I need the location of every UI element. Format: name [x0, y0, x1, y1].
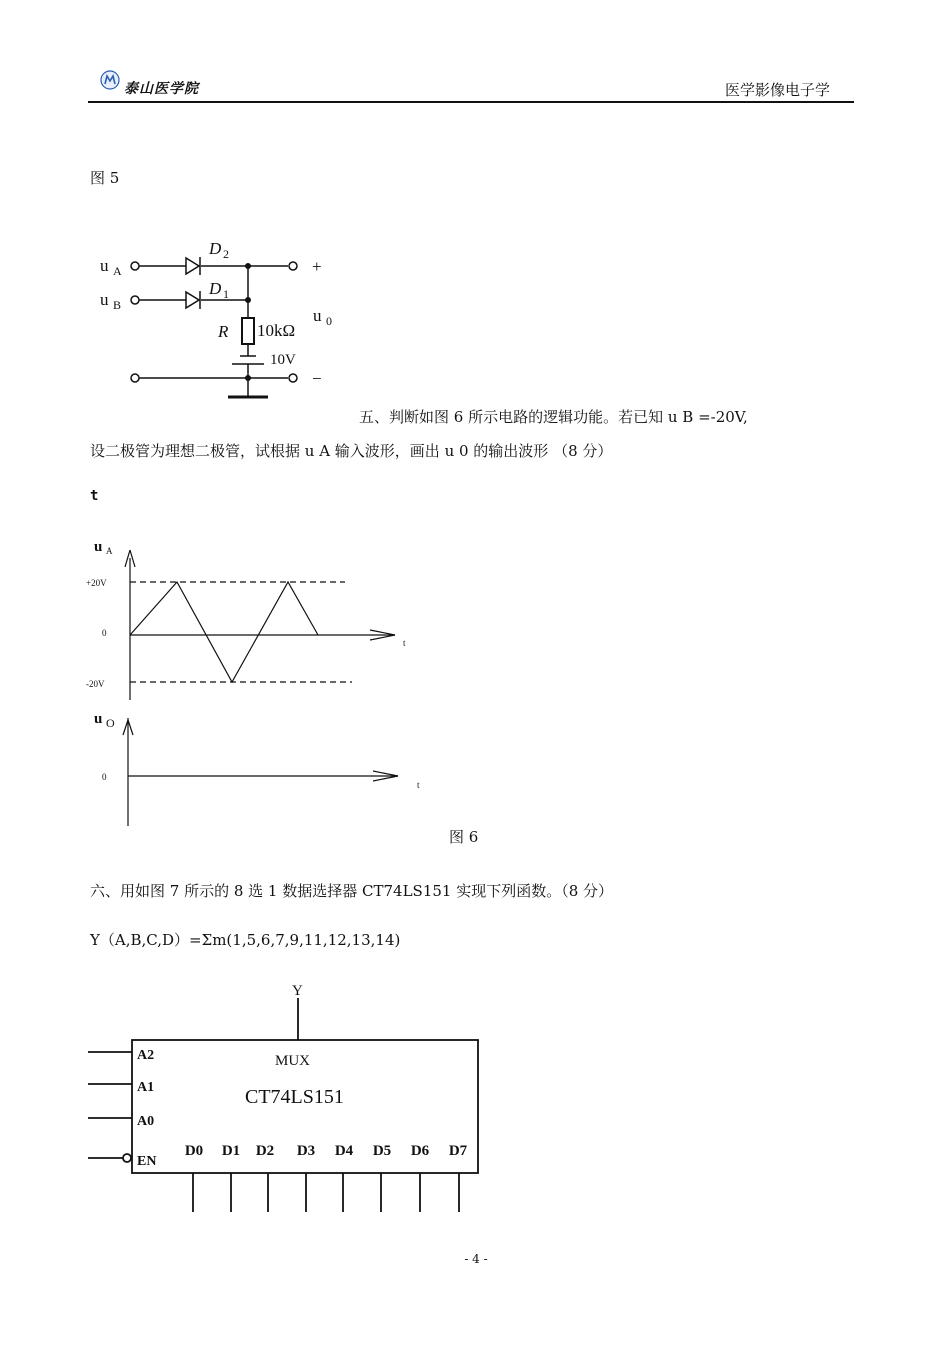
mux-data-d7: D7	[448, 1143, 468, 1159]
question6-line1: 六、用如图 7 所示的 8 选 1 数据选择器 CT74LS151 实现下列函数。（8 分）	[90, 882, 614, 900]
fig5-d2-sub: 2	[223, 247, 229, 261]
question5-line1: 五、判断如图 6 所示电路的逻辑功能。若已知 u B =-20V,	[359, 408, 748, 426]
fig5-ub-label: u	[100, 290, 109, 309]
mux-output-y: Y	[292, 983, 303, 999]
fig5-ub-sub: B	[113, 298, 122, 312]
mux-input-en: EN	[137, 1154, 157, 1169]
mux-data-d1: D1	[221, 1143, 241, 1159]
fig6-t-axis-a: t	[403, 638, 406, 648]
mux-data-d3: D3	[296, 1143, 316, 1159]
fig6-minus20-tick: -20V	[86, 679, 105, 689]
fig5-ua-label: u	[100, 256, 109, 275]
mux-title: MUX	[275, 1053, 311, 1069]
fig5-d1-sub: 1	[223, 287, 229, 301]
fig5-r-label: R	[218, 322, 229, 341]
fig6-uo-label: u	[94, 711, 103, 727]
mux-data-d0: D0	[184, 1143, 204, 1159]
fig5-minus-terminal: −	[312, 369, 322, 388]
mux-data-d5: D5	[372, 1143, 392, 1159]
fig5-uo-sub: 0	[326, 314, 332, 328]
fig5-resistance-value: 10kΩ	[257, 321, 296, 340]
fig6-ua-sub: A	[106, 546, 113, 556]
mux-input-a1: A1	[137, 1080, 155, 1095]
school-name: 泰山医学院	[124, 81, 199, 97]
mux-chip-name: CT74LS151	[245, 1086, 344, 1108]
fig5-battery-voltage: 10V	[270, 352, 296, 368]
waveform-diagram	[0, 530, 952, 840]
mux-input-a0: A0	[137, 1114, 155, 1129]
fig6-caption: 图 6	[449, 828, 479, 846]
fig5-ua-sub: A	[113, 264, 122, 278]
mux-data-d6: D6	[410, 1143, 430, 1159]
fig6-ua-label: u	[94, 539, 103, 555]
mux-data-d2: D2	[255, 1143, 275, 1159]
course-title: 医学影像电子学	[724, 81, 830, 99]
fig5-uo-label: u	[313, 306, 322, 325]
fig6-t-axis-b: t	[417, 780, 420, 790]
mux-data-d4: D4	[334, 1143, 354, 1159]
fig6-uo-sub: O	[106, 716, 115, 730]
mux-diagram	[0, 970, 952, 1220]
fig6-zero-tick-b: 0	[102, 772, 107, 782]
mux-input-a2: A2	[137, 1048, 155, 1063]
fig5-d2-label: D	[209, 239, 222, 258]
fig6-stray-t: t	[90, 488, 99, 504]
fig5-caption: 图 5	[90, 169, 120, 187]
question6-function: Y（A,B,C,D）=Σm(1,5,6,7,9,11,12,13,14)	[90, 931, 401, 949]
fig5-d1-label: D	[209, 279, 222, 298]
fig6-plus20-tick: +20V	[86, 578, 107, 588]
page-number: - 4 -	[464, 1252, 488, 1266]
diode-circuit-diagram	[0, 0, 952, 420]
fig6-zero-tick-a: 0	[102, 628, 107, 638]
fig5-plus-terminal: +	[312, 257, 322, 276]
question5-line2: 设二极管为理想二极管，试根据 u A 输入波形，画出 u 0 的输出波形 （8 分）	[90, 442, 613, 460]
